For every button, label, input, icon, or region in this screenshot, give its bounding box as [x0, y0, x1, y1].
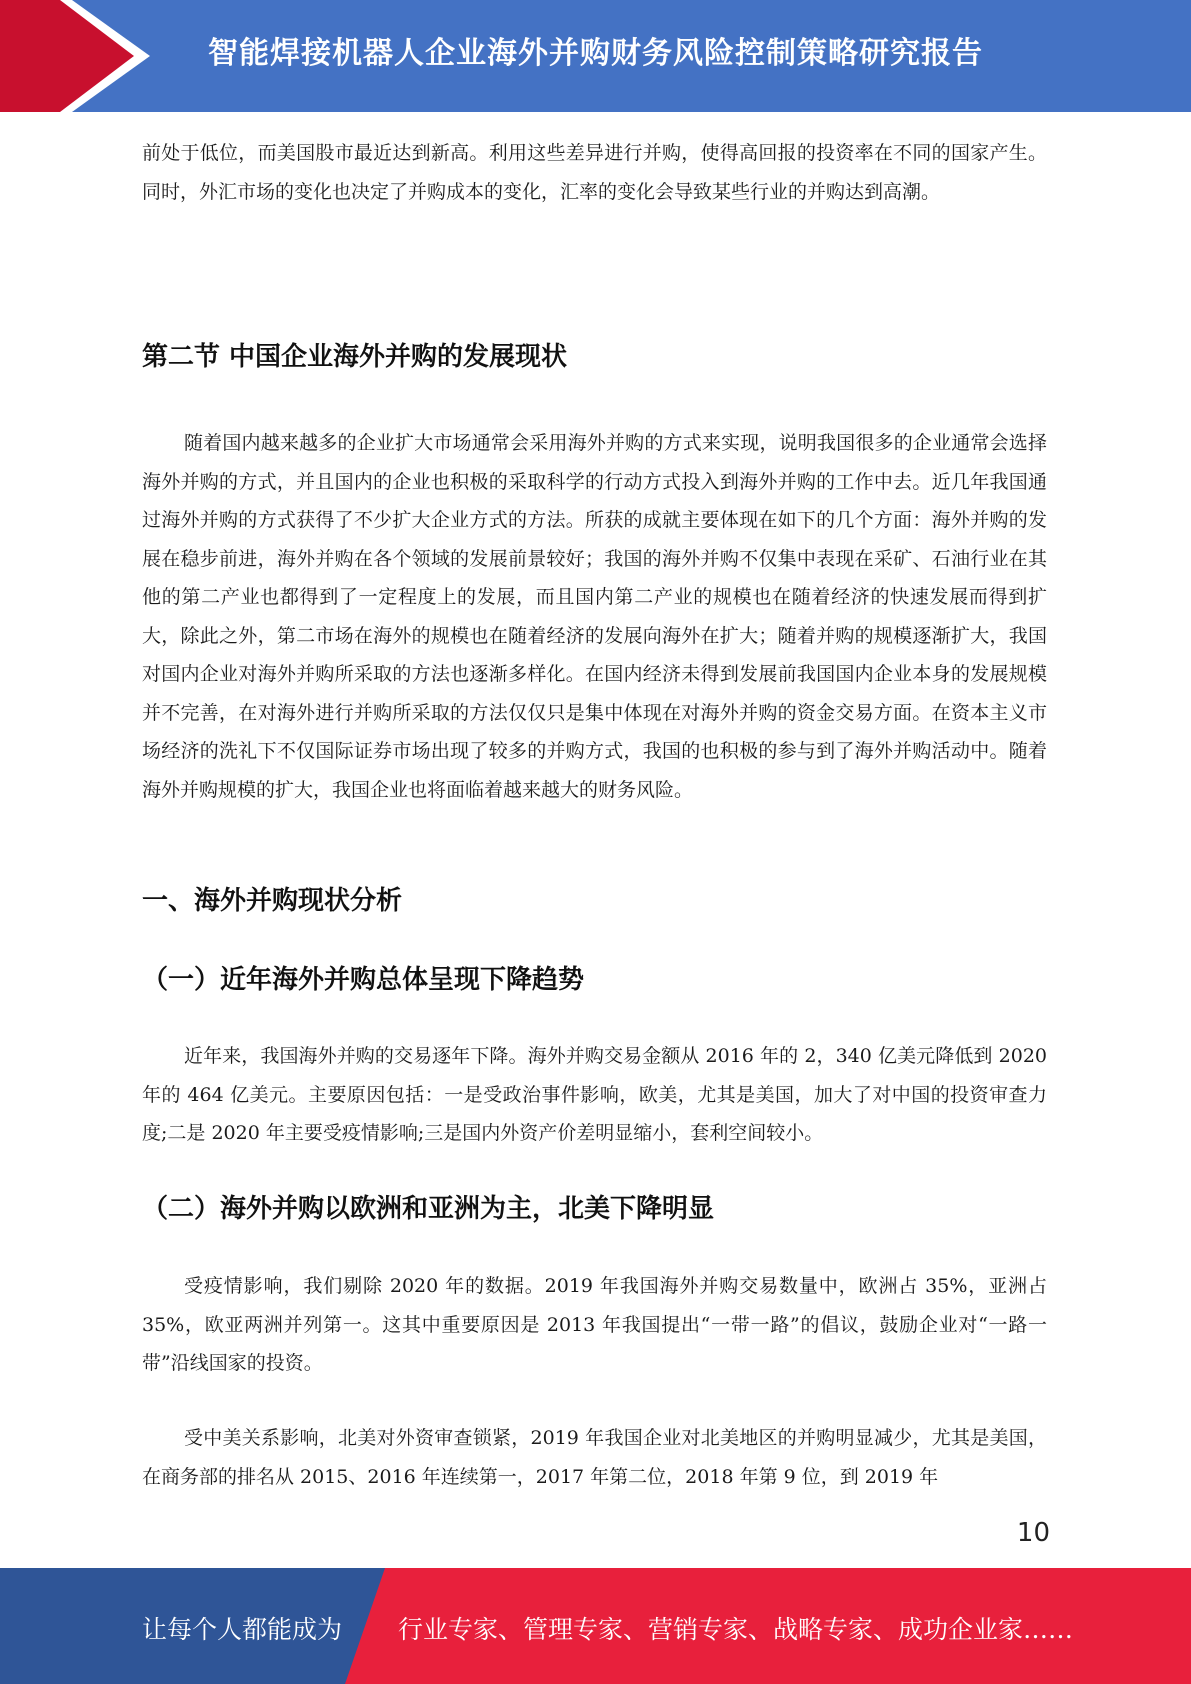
- report-title: 智能焊接机器人企业海外并购财务风险控制策略研究报告: [208, 36, 983, 71]
- header-chevron-decoration: [0, 0, 160, 112]
- item-2-paragraph-a: 受疫情影响，我们剔除 2020 年的数据。2019 年我国海外并购交易数量中，欧洲占 35%，亚洲占 35%，欧亚两洲并列第一。这其中重要原因是 2013 年我国提出“一带一路”的倡议，鼓励企业对“一路一带”沿线国家的投资。: [142, 1275, 1047, 1374]
- section-heading: 第二节 中国企业海外并购的发展现状: [142, 342, 568, 372]
- footer-slogan-right: 行业专家、管理专家、营销专家、战略专家、成功企业家……: [398, 1615, 1074, 1644]
- subsection-heading: 一、海外并购现状分析: [142, 886, 403, 916]
- item-2-heading: （二）海外并购以欧洲和亚洲为主，北美下降明显: [142, 1194, 715, 1224]
- intro-paragraph: 前处于低位，而美国股市最近达到新高。利用这些差异进行并购，使得高回报的投资率在不同的国家产生。同时，外汇市场的变化也决定了并购成本的变化，汇率的变化会导致某些行业的并购达到高潮。: [142, 142, 1047, 203]
- item-1-heading: （一）近年海外并购总体呈现下降趋势: [142, 965, 585, 995]
- item-2-paragraph-b: 受中美关系影响，北美对外资审查锁紧，2019 年我国企业对北美地区的并购明显减少，尤其是美国，在商务部的排名从 2015、2016 年连续第一，2017 年第二位，2018 年第 9 位，到 2019 年: [142, 1427, 1047, 1488]
- page-header: [0, 0, 1191, 112]
- page-number: 10: [1016, 1518, 1050, 1548]
- section-paragraph: 随着国内越来越多的企业扩大市场通常会采用海外并购的方式来实现，说明我国很多的企业通常会选择海外并购的方式，并且国内的企业也积极的采取科学的行动方式投入到海外并购的工作中去。近几年我国通过海外并购的方式获得了不少扩大企业方式的方法。所获的成就主要体现在如下的几个方面：海外并购的发展在稳步前进，海外并购在各个领域的发展前景较好；我国的海外并购不仅集中表现在采矿、石油行业在其他的第二产业也都得到了一定程度上的发展，而且国内第二产业的规模也在随着经济的快速发展而得到扩大，除此之外，第二市场在海外的规模也在随着经济的发展向海外在扩大；随着并购的规模逐渐扩大，我国对国内企业对海外并购所采取的方法也逐渐多样化。在国内经济未得到发展前我国国内企业本身的发展规模并不完善，在对海外进行并购所采取的方法仅仅只是集中体现在对海外并购的资金交易方面。在资本主义市场经济的洗礼下不仅国际证券市场出现了较多的并购方式，我国的也积极的参与到了海外并购活动中。随着海外并购规模的扩大，我国企业也将面临着越来越大的财务风险。: [142, 432, 1047, 801]
- item-1-paragraph: 近年来，我国海外并购的交易逐年下降。海外并购交易金额从 2016 年的 2，340 亿美元降低到 2020 年的 464 亿美元。主要原因包括：一是受政治事件影响，欧美，尤其是美国，加大了对中国的投资审查力度;二是 2020 年主要受疫情影响;三是国内外资产价差明显缩小，套利空间较小。: [142, 1045, 1047, 1144]
- footer-slogan-left: 让每个人都能成为: [142, 1615, 343, 1644]
- page-footer: [0, 1568, 1191, 1684]
